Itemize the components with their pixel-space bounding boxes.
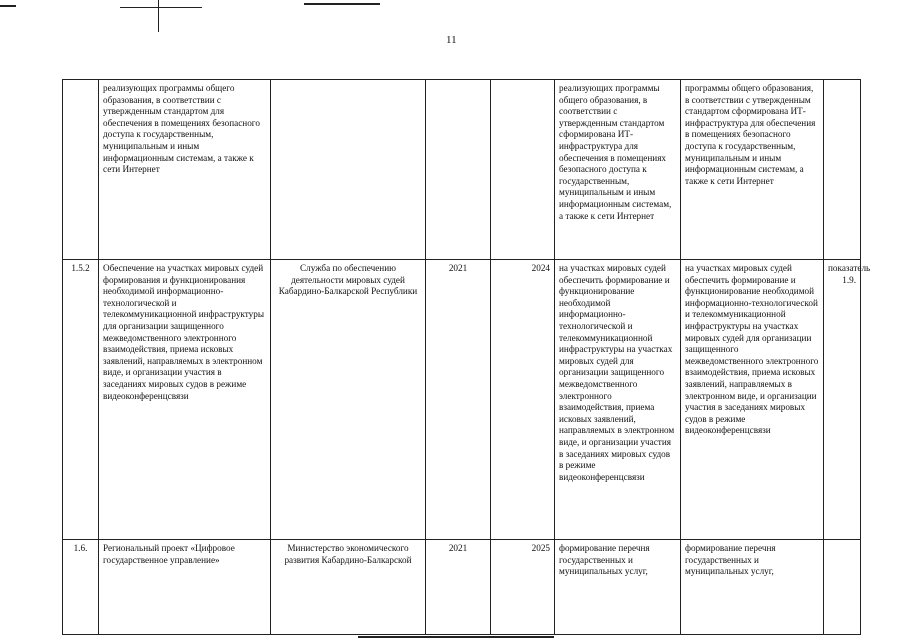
expected-result: реализующих программы общего образования, в соответствии с утвержденным стандартом сформирована ИТ-инфраструктура для обеспечения в помещениях безопасного доступа к государственным, муниципальным и иным информационным системам, а также к сети Интернет xyxy=(555,80,681,260)
measure-name: реализующих программы общего образования, в соответствии с утвержденным стандартом для обеспечения в помещениях безопасного доступа к государственным, муниципальным и иным информационным системам, а также к сети Интернет xyxy=(99,80,271,260)
result-description: формирование перечня государственных и муниципальных услуг, xyxy=(681,540,824,635)
scan-artifact-bottom xyxy=(358,636,554,638)
expected-result: формирование перечня государственных и муниципальных услуг, xyxy=(555,540,681,635)
row-number: 1.5.2 xyxy=(63,260,99,540)
result-description: программы общего образования, в соответствии с утвержденным стандартом сформирована ИТ-инфраструктура для обеспечения в помещениях безопасного доступа к государственным, муниципальным и иным информационным системам, а также к сети Интернет xyxy=(681,80,824,260)
end-year: 2025 xyxy=(491,540,555,635)
row-number: 1.6. xyxy=(63,540,99,635)
indicator: показатель 1.9. xyxy=(824,260,861,540)
scan-artifact-top-center xyxy=(304,3,380,5)
indicator xyxy=(824,540,861,635)
measure-name: Обеспечение на участках мировых судей формирования и функционирования необходимой информационно-технологической и телекоммуникационной инфраструктуры для организации защищенного межведомственного электронного взаимодействия, приема исковых заявлений, направляемых в электронном виде, и организации участия в заседаниях мировых судов в режиме видеоконференцсвязи xyxy=(99,260,271,540)
start-year: 2021 xyxy=(426,260,491,540)
scan-artifact-top-left-2 xyxy=(120,7,202,8)
executor: Служба по обеспечению деятельности мировых судей Кабардино-Балкарской Республики xyxy=(271,260,426,540)
result-description: на участках мировых судей обеспечить формирование и функционирование необходимой информационно-технологической и телекоммуникационной инфраструктуры на участках мировых судей для организации защищенного межведомственного электронного взаимодействия, приема исковых заявлений, направляемых в электронном виде, и организации участия в заседаниях мировых судов в режиме видеоконференцсвязи xyxy=(681,260,824,540)
scan-artifact-top-left xyxy=(0,5,16,7)
end-year xyxy=(491,80,555,260)
measure-name: Региональный проект «Цифровое государственное управление» xyxy=(99,540,271,635)
indicator xyxy=(824,80,861,260)
table-row xyxy=(63,80,861,260)
row-number xyxy=(63,80,99,260)
expected-result: на участках мировых судей обеспечить формирование и функционирование необходимой информационно-технологической и телекоммуникационной инфраструктуры на участках мировых судей для организации защищенного межведомственного электронного взаимодействия, приема исковых заявлений, направляемых в электронном виде, и организации участия в заседаниях мировых судов в режиме видеоконференцсвязи xyxy=(555,260,681,540)
start-year: 2021 xyxy=(426,540,491,635)
executor xyxy=(271,80,426,260)
table-row xyxy=(63,540,861,635)
start-year xyxy=(426,80,491,260)
executor: Министерство экономического развития Кабардино-Балкарской xyxy=(271,540,426,635)
program-table xyxy=(62,79,871,635)
scan-artifact-vertical xyxy=(158,0,159,32)
page-number: 11 xyxy=(446,34,457,46)
table-row xyxy=(63,260,861,540)
end-year: 2024 xyxy=(491,260,555,540)
